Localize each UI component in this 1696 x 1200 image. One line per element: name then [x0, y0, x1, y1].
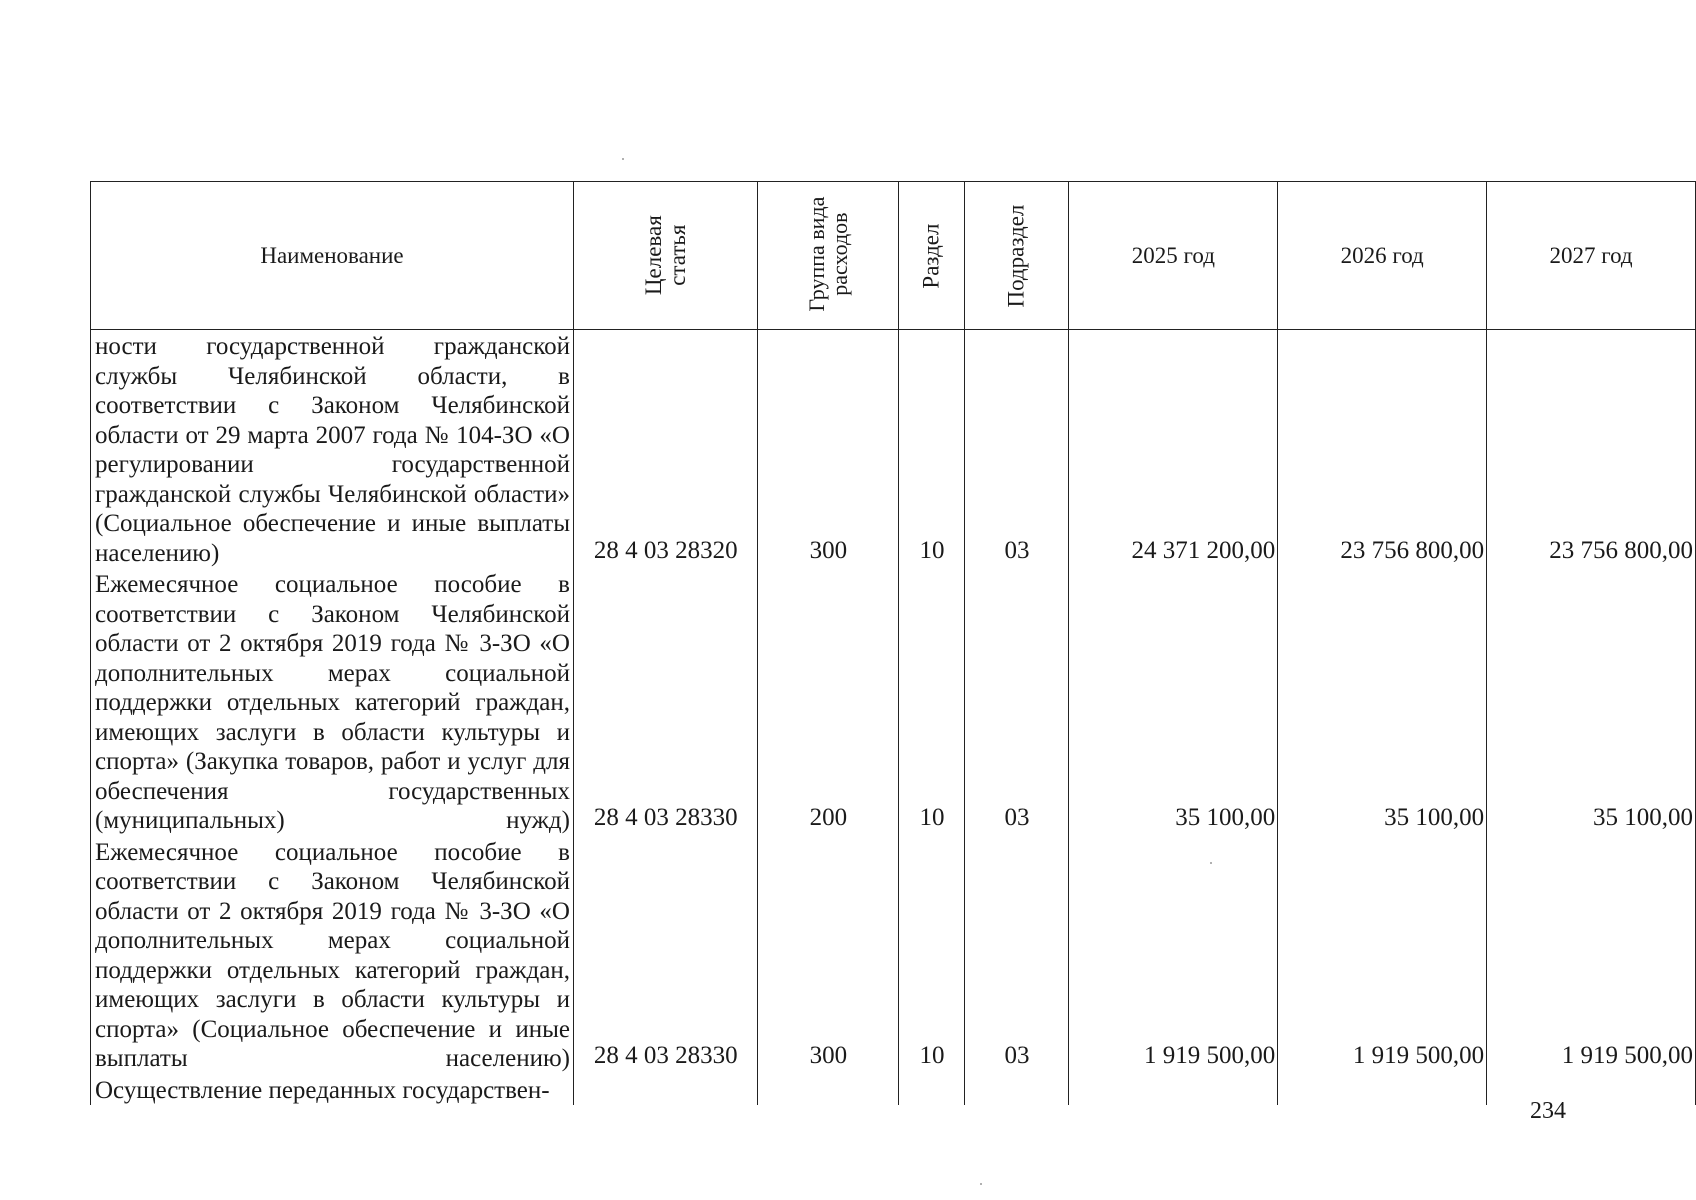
table-row — [91, 330, 1696, 569]
row-2027: 35 100,00 — [1487, 568, 1696, 836]
row-name: Ежемесячное социальное пособие в соответствии с Законом Челябинской области от 2 октября 2019 года № 3-ЗО «О дополнительных мерах социальной поддержки отдельных категорий граждан, имеющих заслуги в области культуры и спорта» (Социальное обеспечение и иные выплаты населению) — [91, 836, 574, 1074]
row-2026: 35 100,00 — [1278, 568, 1487, 836]
table-row — [91, 836, 1696, 1074]
row-target: 28 4 03 28330 — [573, 568, 757, 836]
row-section: 10 — [899, 568, 965, 836]
row-2027: 1 919 500,00 — [1487, 836, 1696, 1074]
header-group: Группа вида расходов — [758, 182, 899, 330]
row-name: Ежемесячное социальное пособие в соответствии с Законом Челябинской области от 2 октября 2019 года № 3-ЗО «О дополнительных мерах социальной поддержки отдельных категорий граждан, имеющих заслуги в области культуры и спорта» (Закупка товаров, работ и услуг для обеспечения государственных (муниципальных) нужд) — [91, 568, 574, 836]
scan-speck — [1210, 862, 1212, 864]
row-subsection: 03 — [965, 836, 1069, 1074]
header-section: Раздел — [899, 182, 965, 330]
scan-speck — [980, 1183, 982, 1185]
header-row — [91, 182, 1696, 330]
row-section: 10 — [899, 330, 965, 569]
row-name: ности государственной гражданской службы Челябинской области, в соответствии с Законом Челябинской области от 29 марта 2007 года № 104-ЗО «О регулировании государственной гражданской службы Челябинской области» (Социальное обеспечение и иные выплаты населению) — [91, 330, 574, 569]
table-row — [91, 568, 1696, 836]
table-row-partial — [91, 1074, 1696, 1106]
row-2025: 24 371 200,00 — [1069, 330, 1278, 569]
page-number: 234 — [1530, 1098, 1566, 1124]
header-2025: 2025 год — [1069, 182, 1278, 330]
header-2026: 2026 год — [1278, 182, 1487, 330]
scan-speck — [622, 158, 624, 160]
row-group: 200 — [758, 568, 899, 836]
row-group: 300 — [758, 836, 899, 1074]
row-group: 300 — [758, 330, 899, 569]
row-2025: 35 100,00 — [1069, 568, 1278, 836]
header-name: Наименование — [91, 182, 574, 330]
row-2026: 23 756 800,00 — [1278, 330, 1487, 569]
row-2027: 23 756 800,00 — [1487, 330, 1696, 569]
row-subsection: 03 — [965, 568, 1069, 836]
row-name: Осуществление переданных государствен- — [91, 1074, 574, 1106]
budget-table — [90, 181, 1696, 1105]
row-subsection: 03 — [965, 330, 1069, 569]
row-target: 28 4 03 28320 — [573, 330, 757, 569]
row-2025: 1 919 500,00 — [1069, 836, 1278, 1074]
row-target: 28 4 03 28330 — [573, 836, 757, 1074]
row-section: 10 — [899, 836, 965, 1074]
header-2027: 2027 год — [1487, 182, 1696, 330]
header-subsection: Подраздел — [965, 182, 1069, 330]
row-2026: 1 919 500,00 — [1278, 836, 1487, 1074]
header-target: Целевая статья — [573, 182, 757, 330]
